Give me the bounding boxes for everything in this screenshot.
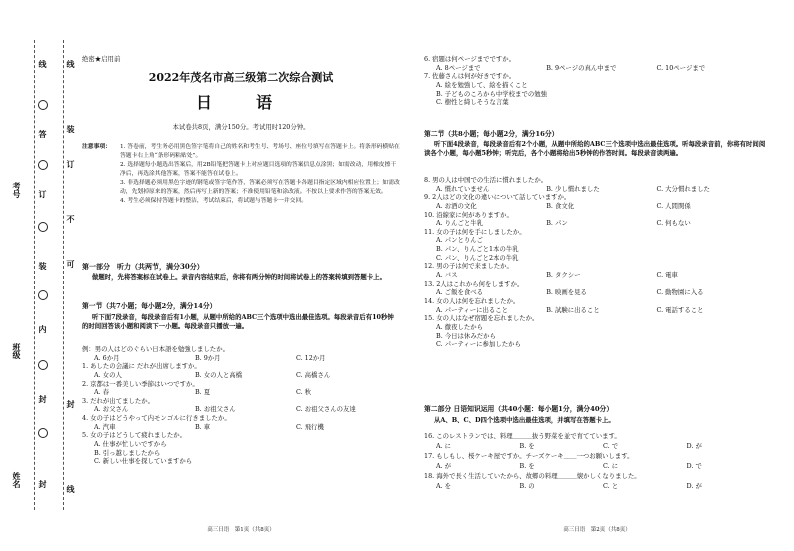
option: A. が [436, 461, 452, 470]
option: C. 新しい仕事を探していますから [94, 457, 193, 466]
option: C. パーティーに参加したから [436, 340, 521, 349]
binding-char-inner: 线 [66, 485, 76, 493]
option: A. 仕事が忙しいですから [94, 440, 167, 449]
option: B. パン、りんごと1本の牛乳 [436, 245, 519, 254]
option: B. 車 [194, 422, 211, 431]
binding-char-inner: 不 [66, 215, 76, 223]
binding-char-inner: 装 [66, 125, 76, 133]
grammar-options [424, 442, 770, 452]
option: A. りんごと牛乳 [436, 219, 484, 228]
option: A. 女の人 [94, 370, 122, 379]
page-footer: 高三日语 第1页（共8页） [207, 527, 275, 533]
question-options [424, 271, 770, 280]
option: C. 高橋さん [295, 370, 331, 379]
option: A. 春 [94, 388, 110, 397]
option: C. パン、りんごと2本の牛乳 [436, 253, 519, 262]
subject-title: 日 语 [195, 93, 286, 112]
option: A. 8ページまで [436, 63, 481, 72]
question-list-top [424, 55, 770, 107]
option: C. で [603, 441, 619, 450]
grammar-options [424, 462, 770, 472]
option: C. 電話すること [656, 305, 704, 314]
option: A. に [436, 441, 452, 450]
binding-char: 封 [38, 395, 48, 403]
option: D. が [686, 481, 702, 490]
part2-desc: 从A、B、C、D四个选项中选出最佳选项，并填写在答题卡上。 [434, 416, 615, 424]
grammar-options [424, 482, 770, 492]
question-list [82, 345, 400, 466]
notice-item: 3. 非选择题必须用黑色字迹的钢笔或签字笔作答，答案必须写在答题卡各题目指定区域内相应位置上；如需改动，先划掉原来的答案，然后再写上新的答案；不准使用铅笔和涂改液。不按以上要求作答的答案无效。 [120, 179, 400, 195]
notice-item: 2. 选择题每小题选出答案后，用2B铅笔把答题卡上对应题目选项的答案信息点涂黑；如需改动，用橡皮擦干净后，再选涂其他答案，答案不能答在试卷上。 [120, 161, 397, 177]
binding-char: 答 [38, 130, 48, 138]
option: B. 9か月 [194, 353, 221, 362]
left-page [82, 0, 400, 551]
section2-heading: 第二节（共8小题；每小题2分，满分16分） [424, 130, 559, 138]
option: B. を [519, 461, 535, 470]
option: B. 今日は休みだから [436, 331, 496, 340]
option: A. 慣れていません [436, 184, 490, 193]
binding-circle [38, 290, 48, 300]
option: A. を [436, 481, 452, 490]
notice-heading: 注意事项： [82, 144, 111, 150]
question-options [82, 405, 400, 414]
binding-label-id: 考号 [12, 182, 22, 198]
option: C. 秋 [295, 388, 312, 397]
question: 8. 男の人は中国での生活に慣れましたか。 [424, 176, 548, 184]
question-options [424, 202, 770, 211]
binding-label-name: 姓名 [12, 472, 22, 488]
option: B. 引っ越しましたから [94, 448, 161, 457]
question-options [424, 306, 770, 315]
binding-char: 线 [38, 60, 48, 68]
notice-item: 1. 答卷前，考生务必用黑色签字笔将自己的姓名和考生号、考场号、座位号填写在答题卡上。将条形码横贴在答题卡右上角“条形码粘贴处”。 [120, 144, 400, 159]
question: 13. 2人はこれから何をしますか。 [424, 279, 524, 288]
option: B. お祖父さん [194, 405, 236, 414]
binding-char: 订 [38, 190, 48, 198]
option: A. パンとりんご [436, 236, 484, 245]
question-list [424, 176, 770, 349]
option: B. タクシー [546, 271, 581, 280]
exam-meta: 本试卷共8页，满分150分。考试用时120分钟。 [172, 123, 310, 131]
binding-circle [38, 360, 48, 370]
option: A. 絵を勉強して、絵を描くこと [436, 80, 528, 89]
option: A. バス [436, 271, 458, 280]
exam-title: 2022年茂名市高三级第二次综合测试 [148, 71, 334, 84]
example-question: 例：男の人はどのぐらい日本語を勉強しましたか。 [82, 345, 229, 353]
question: 15. 女の人はなぜ宿題を忘れましたか。 [424, 314, 539, 323]
binding-circle [38, 100, 48, 110]
section1-desc: 听下面7段录音，每段录音后有1小题，从题中所给的ABC三个选项中选出最佳选项。每段录音后有10秒钟的时间回答该小题和阅读下一小题。每段录音只播放一遍。 [82, 313, 394, 330]
option: C. 10ページまで [656, 63, 706, 72]
binding-margin [0, 0, 76, 551]
option: A. 6か月 [94, 353, 120, 362]
option: A. お酒の文化 [436, 201, 477, 210]
question-options [424, 288, 770, 297]
option: B. 子どものころから中学校までの勉強 [436, 89, 548, 98]
binding-char: 装 [38, 262, 48, 270]
grammar-list [424, 432, 770, 492]
question: 9. 2人はどの文化の違いについて話していますか。 [424, 193, 571, 202]
question-options [424, 219, 770, 228]
option: C. 12か月 [295, 353, 326, 362]
page-footer: 高三日语 第2页（共8页） [563, 527, 631, 533]
option: A. パーティーに出ること [436, 305, 509, 314]
binding-line-inner [63, 40, 64, 510]
question: 10. 沿線家に何がありますか。 [424, 210, 513, 219]
question: 7. 佐藤さんは何が好きですか。 [424, 72, 516, 81]
option: C. 樹性と綺しそうな言葉 [436, 98, 509, 107]
binding-circle [38, 222, 48, 232]
option: C. お祖父さんの友達 [295, 405, 356, 414]
option: B. 夏 [194, 388, 211, 397]
question-options [424, 64, 770, 73]
question: 1. あしたの会議に だれが出席しますか。 [82, 362, 201, 371]
option: B. 少し慣れました [546, 184, 600, 193]
grammar-question: 16. このレストランでは、料理＿＿＿抜う野菜を並で育てています。 [424, 432, 621, 440]
question: 6. 宿題は何ページまでですか。 [424, 55, 516, 63]
question-options [82, 371, 400, 380]
grammar-question: 17. もしもし、桜ケーキ屋ですか。チーズケーキ＿＿一つお願いします。 [424, 451, 634, 460]
question: 3. だれが出てましたか。 [82, 396, 155, 405]
option: A. 汽車 [94, 422, 116, 431]
question: 12. 男の子は何で来ましたか。 [424, 262, 513, 271]
question-options [424, 185, 770, 194]
question: 4. 女の子はどうやって内モンゴルに行きましたか。 [82, 414, 231, 423]
section2-desc: 听下面4段录音，每段录音后有2个小题，从题中所给的ABC三个选项中选出最佳选项。听每段录音前，你将有时间阅读各个小题，每小题5秒钟；听完后，各个小题将给出5秒钟的作答时间。每段录音读两遍。 [424, 140, 766, 157]
notice-block [82, 143, 400, 206]
example-options [82, 354, 400, 363]
binding-circle [38, 160, 48, 170]
part2-heading: 第二部分 日语知识运用（共40小题：每小题1分，满分40分） [424, 405, 614, 413]
option: B. 9ページの真ん中まで [546, 63, 617, 72]
part1-heading: 第一部分 听力（共两节，满分30分） [82, 262, 204, 271]
question: 5. 女の子はどうして疲れましたか。 [82, 431, 186, 440]
binding-line-outer [34, 40, 35, 510]
right-page [424, 0, 770, 551]
option: B. 映画を見る [546, 288, 587, 297]
option: A. ご飯を食べる [436, 288, 484, 297]
option: C. 人間関係 [656, 201, 691, 210]
question: 14. 女の人は何を忘れましたか。 [424, 296, 520, 305]
binding-circle [38, 428, 48, 438]
option: C. 電車 [656, 271, 678, 280]
question: 2. 京都は一番美しい季節はいつですか。 [82, 379, 199, 388]
option: D. で [686, 461, 702, 470]
option: D. が [686, 441, 702, 450]
option: B. パン [546, 219, 568, 228]
option: C. 動物園に入る [656, 288, 704, 297]
grammar-question: 18. 海外で長く生活していたから、故郷の料理＿＿＿懐かしくなりました。 [424, 471, 641, 480]
section1-heading: 第一节（共7小题；每小题2分，满分14分） [82, 302, 217, 310]
part1-desc: 做题时，先将答案标在试卷上。录音内容结束后，你将有两分钟的时间将试卷上的答案转填到答题卡上。 [92, 273, 386, 281]
option: B. 食文化 [546, 201, 575, 210]
option: C. 何もない [656, 219, 691, 228]
secret-label: 绝密★启用前 [82, 55, 121, 63]
option: B. の [519, 481, 535, 490]
question: 11. 女の子は何を手にしましたか。 [424, 227, 526, 236]
option: B. を [519, 441, 535, 450]
binding-char: 内 [38, 325, 48, 333]
binding-char-inner: 封 [66, 400, 76, 408]
notice-item: 4. 考生必须保持答题卡的整洁，考试结束后，将试题与答题卡一并交回。 [120, 197, 308, 204]
option: A. 徹夜したから [436, 322, 484, 331]
option: B. 試験に出ること [546, 305, 600, 314]
option: C. 飛行機 [295, 422, 324, 431]
option: C. と [603, 481, 619, 490]
option: A. お父さん [94, 405, 129, 414]
option: C. に [603, 461, 619, 470]
binding-char-inner: 线 [66, 60, 76, 68]
binding-char-inner: 订 [66, 160, 76, 168]
option: B. 女の人と高橋 [194, 370, 243, 379]
binding-label-class: 班级 [12, 343, 22, 359]
binding-char-inner: 可 [66, 260, 76, 268]
question-options [82, 388, 400, 397]
option: C. 大分慣れました [656, 184, 710, 193]
binding-char: 封 [38, 480, 48, 488]
